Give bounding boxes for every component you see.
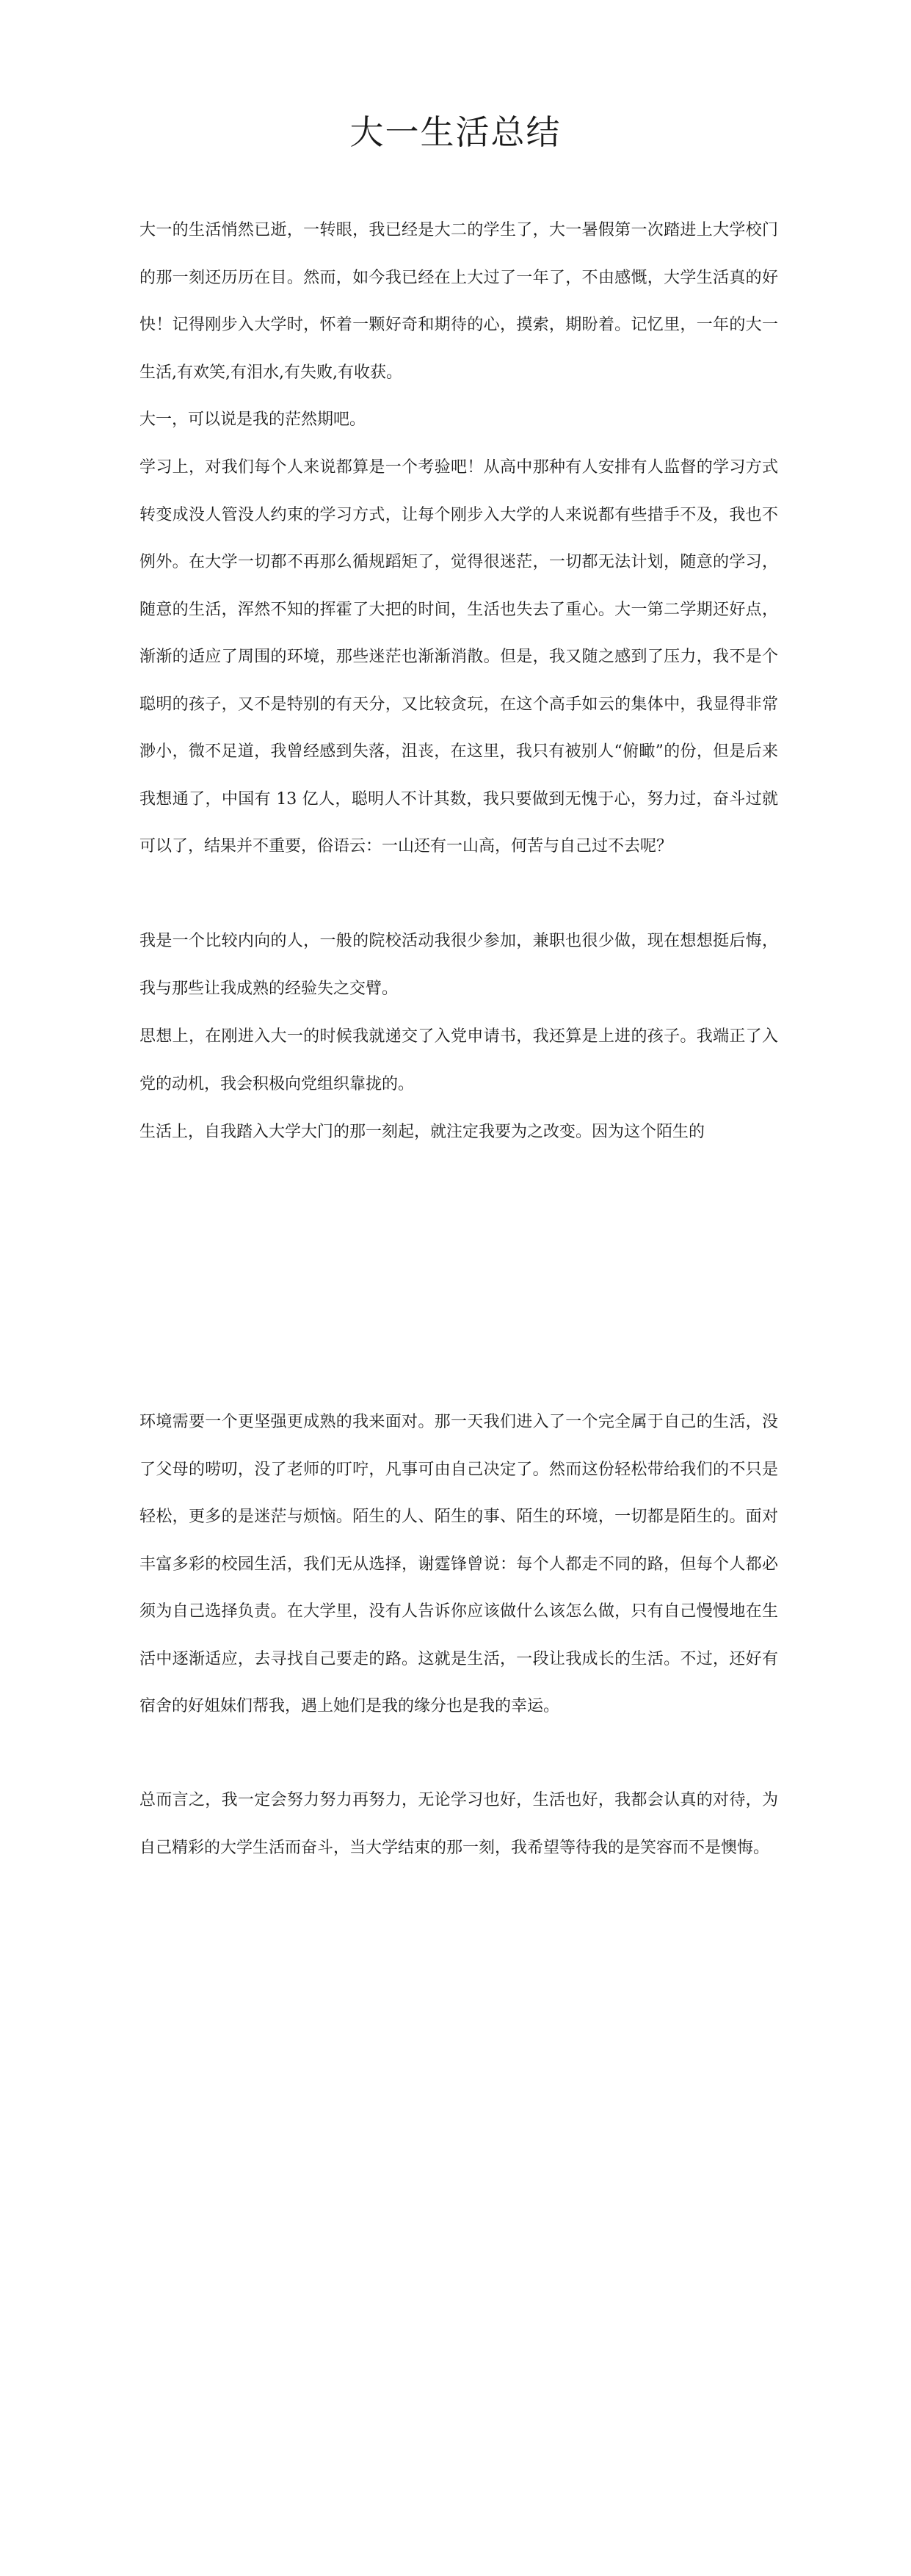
paragraph-study: 学习上，对我们每个人来说都算是一个考验吧！从高中那种有人安排有人监督的学习方式转变成没人管没人约束的学习方式，让每个刚步入大学的人来说都有些措手不及，我也不例外。在大学一切都不再那么循规蹈矩了，觉得很迷茫，一切都无法计划，随意的学习，随意的生活，浑然不知的挥霍了大把的时间，生活也失去了重心。大一第二学期还好点，渐渐的适应了周围的环境，那些迷茫也渐渐消散。但是，我又随之感到了压力，我不是个聪明的孩子，又不是特别的有天分，又比较贪玩，在这个高手如云的集体中，我显得非常渺小，微不足道，我曾经感到失落，沮丧，在这里，我只有被别人“俯瞰”的份，但是后来我想通了，中国有 13 亿人，聪明人不计其数，我只要做到无愧于心，努力过，奋斗过就可以了，结果并不重要，俗语云：一山还有一山高，何苦与自己过不去呢？ bbox=[139, 458, 778, 855]
paragraph-life: 生活上，自我踏入大学大门的那一刻起，就注定我要为之改变。因为这个陌生的 bbox=[139, 1123, 705, 1141]
paragraph-conclusion: 总而言之，我一定会努力努力再努力，无论学习也好，生活也好，我都会认真的对待，为自己精彩的大学生活而奋斗，当大学结束的那一刻，我希望等待我的是笑容而不是懊悔。 bbox=[139, 1791, 778, 1857]
paragraph-introvert: 我是一个比较内向的人，一般的院校活动我很少参加，兼职也很少做，现在想想挺后悔，我与那些让我成熟的经验失之交臂。 bbox=[139, 932, 778, 998]
paragraph-life-continued: 环境需要一个更坚强更成熟的我来面对。那一天我们进入了一个完全属于自己的生活，没了父母的唠叨，没了老师的叮咛，凡事可由自己决定了。然而这份轻松带给我们的不只是轻松，更多的是迷茫与烦恼。陌生的人、陌生的事、陌生的环境，一切都是陌生的。面对丰富多彩的校园生活，我们无从选择，谢霆锋曾说：每个人都走不同的路，但每个人都必须为自己选择负责。在大学里，没有人告诉你应该做什么该怎么做，只有自己慢慢地在生活中逐渐适应，去寻找自己要走的路。这就是生活，一段让我成长的生活。不过，还好有宿舍的好姐妹们帮我，遇上她们是我的缘分也是我的幸运。 bbox=[139, 1413, 778, 1715]
paragraph-confusion: 大一，可以说是我的茫然期吧。 bbox=[139, 410, 366, 429]
paragraph-thought: 思想上，在刚进入大一的时候我就递交了入党申请书，我还算是上进的孩子。我端正了入党的动机，我会积极向党组织靠拢的。 bbox=[139, 1027, 778, 1093]
document-title: 大一生活总结 bbox=[349, 112, 562, 152]
paragraph-intro: 大一的生活悄然已逝，一转眼，我已经是大二的学生了，大一暑假第一次踏进上大学校门的那一刻还历历在目。然而，如今我已经在上大过了一年了，不由感慨，大学生活真的好快！记得刚步入大学时，怀着一颗好奇和期待的心，摸索，期盼着。记忆里，一年的大一生活,有欢笑,有泪水,有失败,有收获。 bbox=[139, 221, 778, 382]
